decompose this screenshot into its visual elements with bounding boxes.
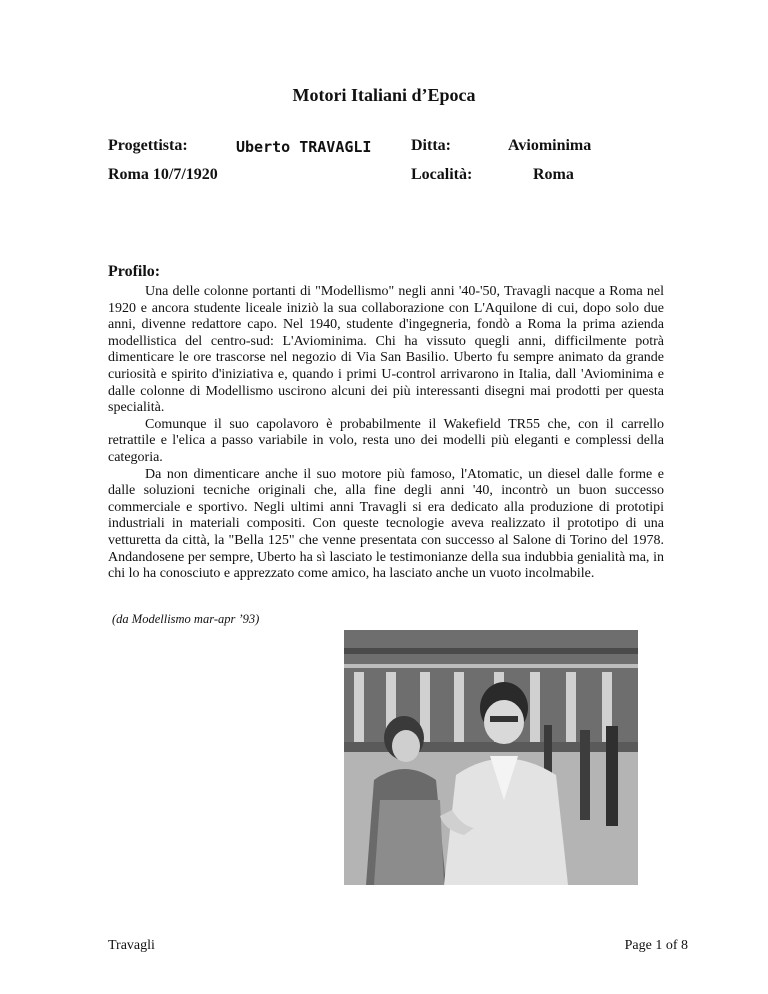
company-value: Aviominima: [508, 137, 592, 154]
birth-info: Roma 10/7/1920: [108, 166, 218, 183]
profile-heading: Profilo:: [108, 263, 161, 280]
designer-label: Progettista:: [108, 137, 188, 154]
profile-paragraph-3: Da non dimenticare anche il suo motore più famoso, l'Atomatic, un diesel dalle forme e dalle soluzioni tecniche originali che, alla fine degli anni '40, incontrò un buon successo commerciale e sportivo. Negli ultimi anni Travagli si era dedicato alla produzione di prototipi industriali in materiali compositi. Con queste tecnologie aveva realizzato il prototipo di una vetturetta da città, la "Bella 125" che venne presentata con successo al Salone di Torino del 1978. Andandosene per sempre, Uberto ha sì lasciato le testimonianze della sua indubbia genialità ma, in chi lo ha conosciuto e apprezzato come amico, ha lasciato anche un vuoto incolmabile.: [108, 466, 664, 582]
source-citation: (da Modellismo mar-apr ’93): [112, 612, 260, 626]
location-label: Località:: [411, 166, 473, 183]
company-label: Ditta:: [411, 137, 451, 154]
profile-paragraph-2: Comunque il suo capolavoro è probabilmente il Wakefield TR55 che, con il carrello retrattile e l'elica a passo variabile in volo, resta uno dei modelli più eleganti e complessi della categoria.: [108, 416, 664, 465]
profile-body: [108, 284, 664, 583]
footer-left-text: Travagli: [108, 938, 155, 953]
profile-paragraph-1: Una delle colonne portanti di "Modellismo" negli anni '40-'50, Travagli nacque a Roma nel 1920 e ancora studente liceale iniziò la sua collaborazione con L'Aquilone di cui, dopo solo due anni, divenne redattore capo. Nel 1940, studente d'ingegneria, fondò a Roma la prima azienda modellistica del centro-sud: L'Aviominima. Chi ha vissuto quegli anni, difficilmente potrà dimenticare le ore trascorse nel negozio di Via San Basilio. Uberto fu sempre animato da grande curiosità e spirito d'iniziativa e, quando i primi U-control arrivarono in Italia, dall 'Aviominima e dalle colonne di Modellismo uscirono alcuni dei più interessanti disegni mai prodotti per questa specialità.: [108, 284, 664, 416]
designer-value: Uberto TRAVAGLI: [236, 138, 372, 156]
portrait-photo: [344, 630, 638, 885]
page-title: Motori Italiani d’Epoca: [292, 85, 476, 105]
footer-page-number: Page 1 of 8: [624, 938, 688, 953]
location-value: Roma: [533, 166, 574, 183]
photo-illustration: [344, 630, 638, 885]
